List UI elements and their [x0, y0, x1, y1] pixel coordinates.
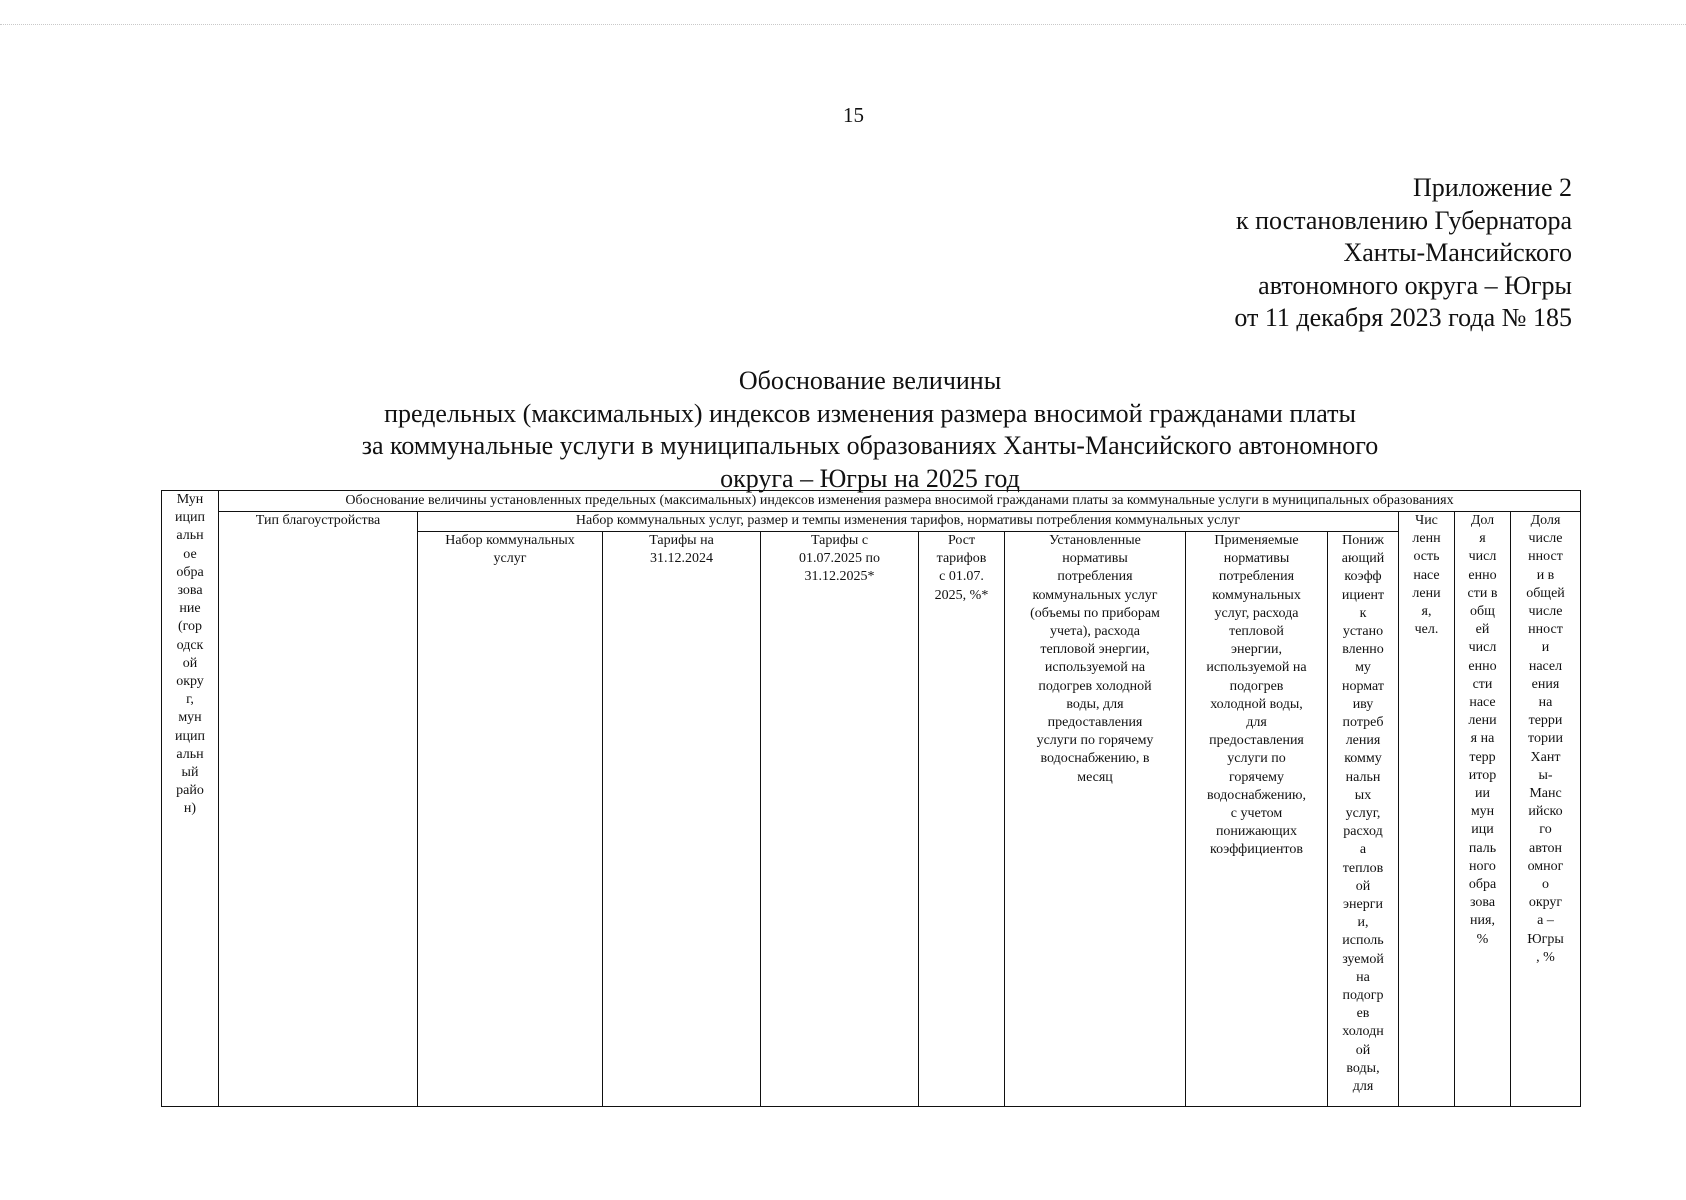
- header-text-line: потребления: [1218, 569, 1295, 585]
- header-text-line: Тарифы на: [649, 533, 714, 548]
- header-text-line: нормативы: [1223, 551, 1290, 567]
- header-established-norms: [1005, 532, 1186, 1107]
- header-text-line: коммунальных: [1212, 587, 1301, 603]
- header-text-line: (гор: [177, 619, 203, 635]
- header-text-line: Применяемые: [1214, 533, 1299, 548]
- header-text-line: услуг: [493, 551, 527, 567]
- header-text-line: используемой на: [1044, 660, 1146, 676]
- header-text-line: предоставления: [1209, 733, 1304, 749]
- title-line: округа – Югры на 2025 год: [720, 463, 1020, 493]
- header-text-line: 31.12.2025*: [804, 569, 875, 585]
- header-text-line: холодной воды,: [1210, 696, 1303, 712]
- header-text-line: ающий: [1341, 551, 1385, 567]
- header-text-line: услуги по горячему: [1036, 733, 1154, 749]
- header-text-line: автон: [1529, 840, 1562, 856]
- header-text-line: 31.12.2024: [650, 551, 713, 567]
- header-tariff-growth: [919, 532, 1005, 1107]
- header-text-line: насе: [1413, 567, 1440, 583]
- header-text-line: н): [183, 801, 197, 817]
- header-text-line: водоснабжению, в: [1040, 751, 1150, 767]
- header-tariffs-2024: [603, 532, 761, 1107]
- appendix-line: автономного округа – Югры: [1258, 270, 1572, 300]
- header-text-line: а: [1359, 842, 1367, 858]
- header-text-line: ние: [179, 601, 201, 617]
- header-text-line: чел.: [1414, 622, 1439, 638]
- header-text-line: водоснабжению,: [1207, 787, 1306, 803]
- header-text-line: на: [1356, 969, 1370, 985]
- header-text-line: обра: [1468, 877, 1497, 893]
- header-text-line: ы-: [1538, 767, 1553, 783]
- header-text-line: коэфф: [1344, 569, 1382, 585]
- header-text-line: одск: [176, 637, 204, 653]
- header-text-line: тарифов: [936, 551, 987, 567]
- header-text-line: я: [1479, 531, 1486, 547]
- header-text-line: омног: [1527, 858, 1564, 874]
- title-line: Обоснование величины: [738, 366, 1002, 395]
- header-text-line: и в: [1536, 567, 1555, 583]
- header-text-line: лени: [1468, 713, 1497, 729]
- header-text-line: Хант: [1530, 749, 1561, 765]
- header-text-line: ного: [1469, 858, 1496, 874]
- header-text-line: услуг, расхода: [1214, 605, 1299, 621]
- header-text-line: подогр: [1342, 988, 1384, 1004]
- header-text-line: ии: [1475, 786, 1490, 802]
- header-text-line: окру: [176, 674, 204, 690]
- header-text-line: Рост: [947, 533, 976, 548]
- header-text-line: и,: [1357, 915, 1369, 931]
- header-text-line: с учетом: [1230, 806, 1283, 822]
- header-text-line: енно: [1468, 567, 1497, 583]
- appendix-line: Приложение 2: [1412, 173, 1572, 202]
- header-text-line: понижающих: [1215, 824, 1298, 840]
- header-text-line: 2025, %*: [934, 587, 989, 603]
- header-text-line: исполь: [1342, 933, 1384, 949]
- header-text-line: о: [1542, 877, 1549, 893]
- header-text-line: альн: [176, 746, 204, 762]
- header-main: Обоснование величины установленных предельных (максимальных) индексов изменения размера вносимой гражданами платы за коммунальные услуги в муниципальных образованиях: [219, 491, 1581, 512]
- header-text-line: на: [1538, 695, 1553, 711]
- header-text-line: ей: [1475, 622, 1490, 638]
- justification-table: [161, 490, 1581, 1107]
- header-text-line: ой: [1355, 1042, 1371, 1058]
- header-text-line: ев: [1356, 1006, 1370, 1022]
- header-text-line: ых: [1354, 787, 1372, 803]
- header-text-line: зова: [1469, 895, 1496, 911]
- header-text-line: мун: [1470, 804, 1495, 820]
- header-text-line: энерги: [1343, 897, 1383, 913]
- header-text-line: подогрев холодной: [1038, 678, 1152, 694]
- header-text-line: ой: [1355, 878, 1371, 894]
- header-text-line: используемой на: [1206, 660, 1307, 676]
- header-text-line: и: [1541, 640, 1550, 656]
- header-text-line: Установленные: [1049, 533, 1141, 548]
- header-text-line: предоставления: [1047, 715, 1143, 731]
- header-text-line: Манс: [1529, 786, 1562, 802]
- header-text-line: ицип: [175, 728, 205, 744]
- header-text-line: комму: [1344, 751, 1382, 767]
- appendix-line: Ханты-Мансийского: [1343, 238, 1572, 267]
- header-text-line: ой: [182, 655, 198, 671]
- document-title: [200, 365, 1540, 495]
- header-text-line: альн: [176, 528, 204, 544]
- header-text-line: Тарифы с: [810, 533, 869, 548]
- header-text-line: энергии,: [1231, 642, 1282, 658]
- header-text-line: Мун: [176, 492, 204, 507]
- header-text-line: устано: [1342, 624, 1384, 640]
- header-text-line: для: [1246, 715, 1267, 731]
- header-text-line: числ: [1468, 549, 1497, 565]
- header-text-line: зуемой: [1342, 951, 1384, 967]
- header-text-line: воды,: [1346, 1060, 1380, 1076]
- title-line: предельных (максимальных) индексов изменения размера вносимой гражданами платы: [384, 398, 1356, 428]
- header-improvement-type: Тип благоустройства: [219, 512, 418, 1107]
- header-text-line: горячему: [1229, 769, 1284, 785]
- header-text-line: му: [1355, 660, 1371, 676]
- header-text-line: нормат: [1341, 678, 1384, 694]
- header-reduction-coefficient: [1328, 532, 1399, 1107]
- header-text-line: потребления: [1057, 569, 1133, 585]
- title-line: за коммунальные услуги в муниципальных образованиях Ханты-Мансийского автономного: [361, 431, 1379, 460]
- header-share-municipal: [1455, 512, 1511, 1107]
- header-text-line: итор: [1468, 767, 1497, 783]
- header-text-line: числе: [1528, 531, 1563, 547]
- header-text-line: холодн: [1342, 1024, 1384, 1040]
- header-text-line: общ: [1470, 604, 1495, 620]
- header-text-line: нност: [1528, 622, 1563, 638]
- header-text-line: вленно: [1342, 642, 1384, 658]
- header-text-line: ийско: [1528, 804, 1563, 820]
- header-text-line: Югры: [1527, 931, 1564, 947]
- header-text-line: , %: [1536, 949, 1555, 965]
- header-text-line: терр: [1469, 749, 1496, 765]
- header-text-line: расход: [1343, 824, 1383, 840]
- appendix-line: от 11 декабря 2023 года № 185: [1234, 303, 1572, 332]
- header-text-line: услуг,: [1345, 806, 1381, 822]
- header-text-line: енно: [1468, 658, 1497, 674]
- header-text-line: теплов: [1342, 860, 1384, 876]
- header-text-line: Пониж: [1342, 533, 1384, 548]
- header-text-line: ния,: [1470, 913, 1495, 929]
- header-text-line: а –: [1537, 913, 1554, 929]
- header-population: [1399, 512, 1455, 1107]
- header-text-line: (объемы по приборам: [1030, 605, 1160, 621]
- header-text-line: паль: [1468, 840, 1497, 856]
- header-text-line: Доля: [1530, 513, 1561, 528]
- header-text-line: ость: [1413, 549, 1440, 565]
- header-text-line: ления: [1345, 733, 1381, 749]
- header-text-line: потреб: [1342, 715, 1384, 731]
- header-text-line: г,: [186, 692, 194, 708]
- header-text-line: иву: [1352, 696, 1374, 712]
- header-text-line: насе: [1469, 695, 1496, 711]
- header-text-line: ицип: [175, 510, 205, 526]
- header-text-line: коэффициентов: [1210, 842, 1303, 858]
- header-text-line: нормативы: [1062, 551, 1128, 567]
- header-text-line: для: [1352, 1079, 1374, 1095]
- header-text-line: тепловой: [1229, 624, 1284, 640]
- header-text-line: сти: [1472, 676, 1493, 692]
- header-text-line: Чис: [1415, 513, 1438, 528]
- header-text-line: ый: [181, 765, 199, 781]
- header-text-line: лени: [1412, 585, 1441, 601]
- header-text-line: числ: [1468, 640, 1497, 656]
- header-services-group: Набор коммунальных услуг, размер и темпы изменения тарифов, нормативы потребления коммунальных услуг: [418, 512, 1399, 532]
- header-text-line: ици: [1471, 822, 1494, 838]
- appendix-block: [1052, 172, 1572, 335]
- header-text-line: коммунальных услуг: [1032, 587, 1158, 603]
- header-text-line: мун: [178, 710, 202, 726]
- header-text-line: нност: [1528, 549, 1563, 565]
- header-text-line: Набор коммунальных: [445, 533, 575, 548]
- page-number: 15: [843, 103, 864, 127]
- appendix-line: к постановлению Губернатора: [1235, 205, 1572, 235]
- header-text-line: числе: [1528, 604, 1563, 620]
- header-text-line: сти в: [1467, 585, 1498, 601]
- header-text-line: ое: [183, 546, 197, 562]
- header-share-region: [1511, 512, 1581, 1107]
- header-text-line: ения: [1531, 676, 1560, 692]
- header-text-line: насел: [1528, 658, 1563, 674]
- header-text-line: го: [1539, 822, 1552, 838]
- header-text-line: Дол: [1470, 513, 1495, 528]
- header-text-line: терри: [1528, 713, 1563, 729]
- header-text-line: общей: [1526, 585, 1565, 601]
- header-text-line: зова: [177, 583, 203, 599]
- header-text-line: к: [1359, 605, 1367, 621]
- header-text-line: подогрев: [1229, 678, 1284, 694]
- header-text-line: округ: [1528, 895, 1563, 911]
- header-text-line: ициент: [1341, 587, 1385, 603]
- header-tariffs-2025: [761, 532, 919, 1107]
- header-text-line: с 01.07.: [939, 569, 984, 585]
- header-text-line: услуги по: [1227, 751, 1286, 767]
- header-text-line: райо: [176, 783, 204, 799]
- header-text-line: месяц: [1077, 769, 1113, 785]
- header-text-line: воды, для: [1066, 696, 1124, 712]
- header-municipality: [162, 491, 219, 1107]
- header-text-line: учета), расхода: [1049, 624, 1141, 640]
- header-services-set: [418, 532, 603, 1107]
- header-text-line: я на: [1470, 731, 1495, 747]
- header-applied-norms: [1186, 532, 1328, 1107]
- header-text-line: ленн: [1412, 531, 1441, 547]
- header-text-line: тории: [1528, 731, 1563, 747]
- header-text-line: %: [1476, 931, 1489, 947]
- header-text-line: обра: [176, 564, 204, 580]
- header-text-line: нальн: [1345, 769, 1381, 785]
- header-text-line: тепловой энергии,: [1040, 642, 1150, 658]
- header-text-line: 01.07.2025 по: [799, 551, 880, 567]
- header-text-line: я,: [1421, 604, 1432, 620]
- scan-edge-line: [0, 24, 1686, 26]
